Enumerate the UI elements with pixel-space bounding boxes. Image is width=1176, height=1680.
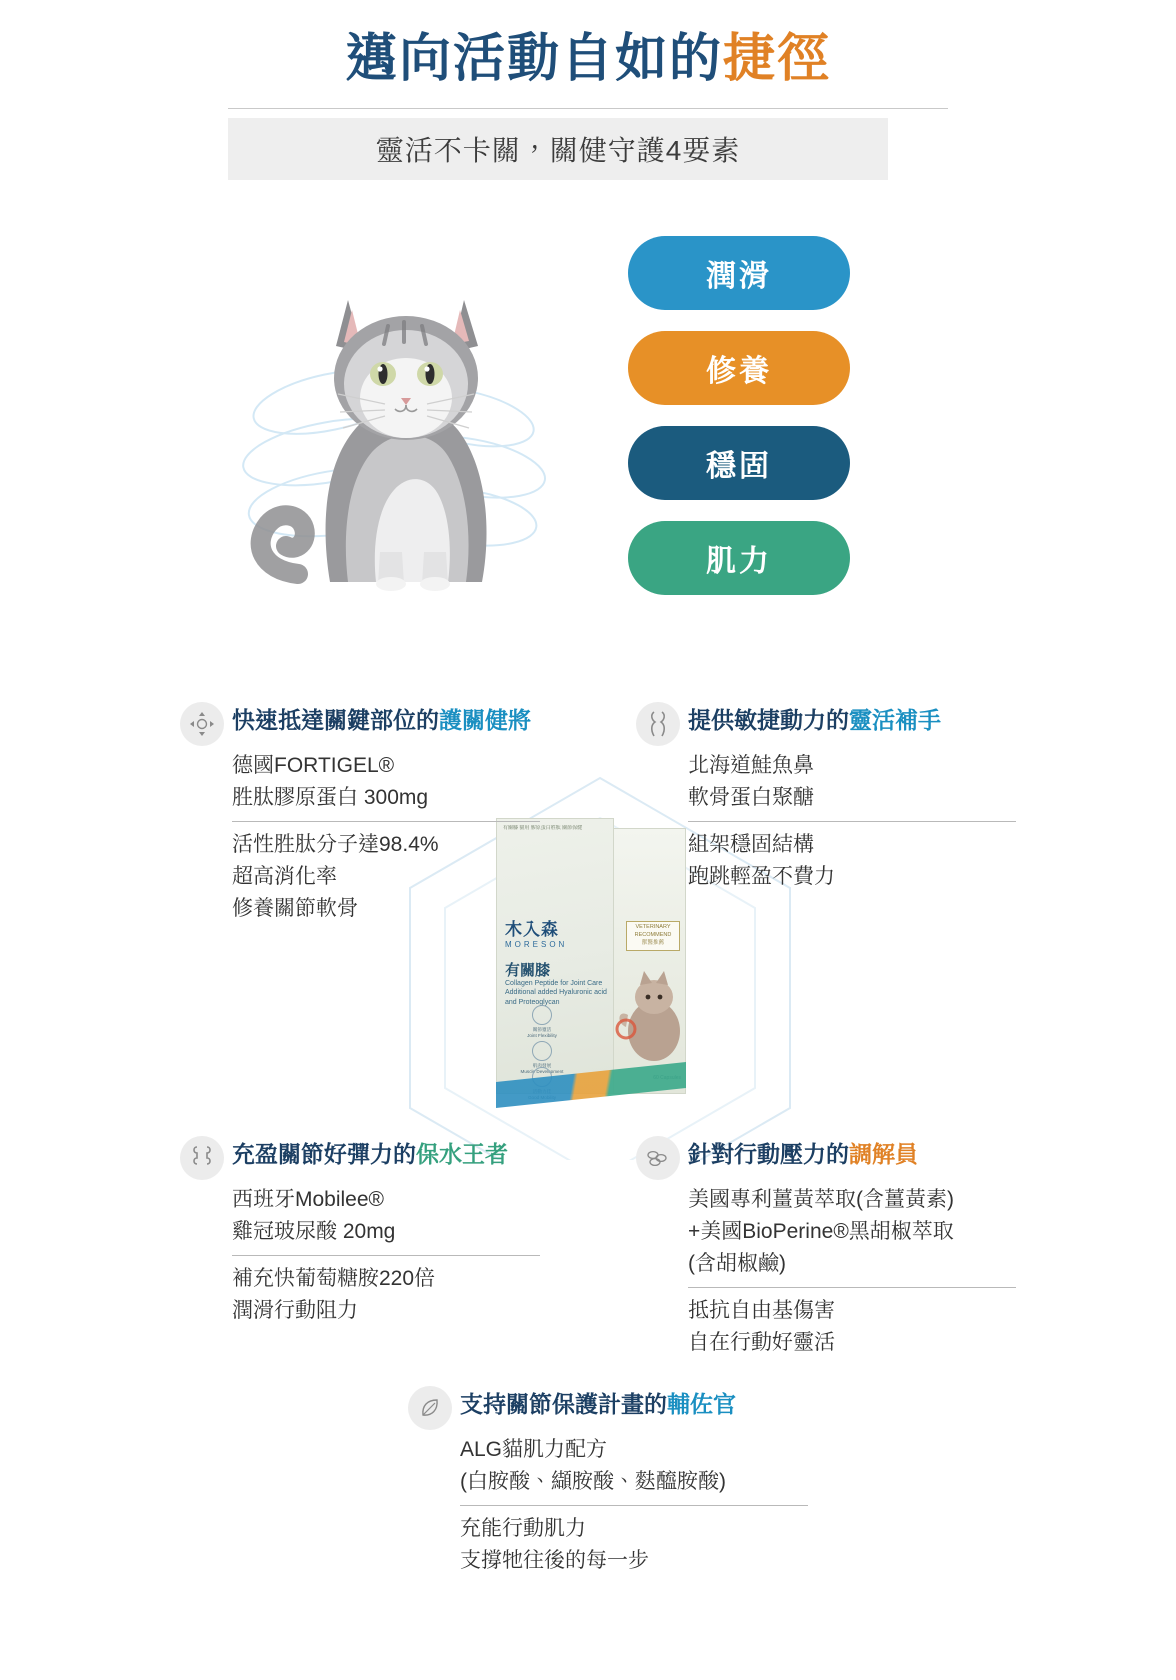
- feature-block-fortigel: [180, 706, 540, 925]
- feature-divider: [688, 821, 1016, 822]
- feature-line: 北海道鮭魚鼻: [688, 754, 814, 777]
- benefit-pill-1[interactable]: [628, 331, 850, 405]
- benefit-pill-label-0: 潤滑: [706, 260, 772, 293]
- feature-header: [636, 1140, 1016, 1180]
- feature-line: 修養關節軟骨: [232, 896, 358, 920]
- feature-header: [180, 706, 540, 746]
- feature-lines: [460, 1434, 808, 1577]
- feature-lines: [232, 750, 540, 925]
- page-title-part1: 邁向活動自如的: [344, 30, 723, 88]
- knee-joint-glyph: [646, 711, 670, 737]
- feature-line: 潤滑行動阻力: [232, 1298, 358, 1322]
- feature-line: 德國FORTIGEL®: [232, 754, 395, 777]
- feature-title-accent: 護關健將: [439, 707, 531, 733]
- feature-header: [636, 706, 1016, 746]
- feature-line: 自在行動好靈活: [688, 1330, 835, 1354]
- package-benefit-0-en: Joint Flexibility: [527, 1032, 557, 1038]
- feature-line: 超高消化率: [232, 864, 337, 888]
- feature-line: 補充快葡萄糖胺220倍: [232, 1266, 436, 1290]
- feature-lines: [688, 1184, 1016, 1359]
- feature-block-alg: [408, 1390, 808, 1577]
- feature-header: [408, 1390, 808, 1430]
- feature-divider: [232, 1255, 540, 1256]
- feature-line: 活性胜肽分子達98.4%: [232, 832, 439, 856]
- feature-title-accent: 調解員: [849, 1141, 918, 1167]
- vet-line3: 獸醫推薦: [641, 939, 664, 946]
- feature-line: 美國專利薑黃萃取(含薑黃素): [688, 1188, 954, 1211]
- benefit-pill-label-3: 肌力: [706, 545, 772, 578]
- feature-title: [232, 706, 531, 735]
- package-top-text: 有關膝 貓用 膠原蛋白胜肽 關節保健: [503, 825, 583, 831]
- feature-lines: [688, 750, 1016, 893]
- bone-joint-glyph: [190, 1145, 214, 1171]
- leaf-glyph: [418, 1396, 442, 1420]
- cat-illustration: [180, 222, 600, 622]
- product-name: 有關膝: [505, 962, 551, 979]
- package-benefit-1-en: Muscle Development: [520, 1068, 564, 1074]
- vet-line1: VETERINARY: [635, 924, 671, 930]
- turmeric-root-icon: [636, 1136, 680, 1180]
- page-title: [0, 28, 1176, 90]
- package-benefit-0: [507, 1005, 577, 1039]
- benefit-pill-3[interactable]: [628, 521, 850, 595]
- feature-divider: [460, 1505, 808, 1506]
- feature-title-accent: 保水王者: [416, 1141, 508, 1167]
- feature-line: 支撐牠往後的每一步: [460, 1548, 649, 1572]
- product-subtitle: [505, 979, 613, 1007]
- leaf-icon: [408, 1386, 452, 1430]
- benefit-pill-0[interactable]: [628, 236, 850, 310]
- feature-title-dark: 支持關節保護計畫的: [460, 1391, 667, 1417]
- muscle-development-icon: [532, 1041, 552, 1061]
- feature-line: 西班牙Mobilee®: [232, 1188, 385, 1211]
- joint-flexibility-icon: [532, 1005, 552, 1025]
- feature-title-dark: 提供敏捷動力的: [688, 707, 849, 733]
- feature-line: +美國BioPerine®黑胡椒萃取: [688, 1219, 954, 1243]
- page-title-part2: 捷徑: [723, 30, 832, 88]
- feature-block-turmeric: [636, 1140, 1016, 1359]
- feature-title: [232, 1140, 508, 1169]
- feature-lines: [232, 1184, 540, 1327]
- vet-line2: RECOMMEND: [634, 931, 672, 938]
- brand-name-cn: 木入森: [505, 920, 559, 939]
- feature-divider: [232, 821, 540, 822]
- knee-joint-icon: [636, 702, 680, 746]
- feature-line: 組架穩固結構: [688, 832, 814, 856]
- feature-line: ALG貓肌力配方: [460, 1438, 608, 1461]
- feature-title-dark: 針對行動壓力的: [688, 1141, 849, 1167]
- feature-line: 雞冠玻尿酸 20mg: [232, 1219, 396, 1243]
- feature-line: 抵抗自由基傷害: [688, 1298, 835, 1322]
- benefit-pill-label-2: 穩固: [706, 450, 772, 483]
- joint-arrows-icon: [180, 702, 224, 746]
- product-subtitle-line2: Additional added Hyaluronic acid and Proteoglycan: [505, 989, 607, 1006]
- subtitle-bar: [228, 118, 888, 180]
- feature-block-hyaluronic: [180, 1140, 540, 1327]
- package-benefit-1-cn: 肌肉發展: [532, 1063, 552, 1068]
- feature-line: 充能行動肌力: [460, 1516, 586, 1540]
- brand-name-en: MORESON: [505, 940, 568, 949]
- subtitle-text: 靈活不卡關，關健守護4要素: [375, 135, 741, 166]
- feature-block-salmon-nose: [636, 706, 1016, 893]
- feature-title: [460, 1390, 736, 1419]
- benefit-pill-list: [628, 236, 850, 616]
- feature-title-dark: 充盈關節好彈力的: [232, 1141, 416, 1167]
- feature-line: 軟骨蛋白聚醣: [688, 785, 814, 809]
- benefit-pill-2[interactable]: [628, 426, 850, 500]
- feature-line: 胜肽膠原蛋白 300mg: [232, 785, 429, 809]
- header-divider: [228, 108, 948, 109]
- benefit-pill-label-1: 修養: [706, 355, 772, 388]
- turmeric-root-glyph: [645, 1147, 671, 1169]
- feature-line: 跑跳輕盈不費力: [688, 864, 835, 888]
- bone-joint-icon: [180, 1136, 224, 1180]
- feature-line: (含胡椒鹼): [688, 1251, 786, 1275]
- feature-title-accent: 靈活補手: [849, 707, 941, 733]
- cat-photo: [180, 222, 600, 622]
- product-subtitle-line1: Collagen Peptide for Joint Care: [505, 980, 603, 987]
- feature-divider: [688, 1287, 1016, 1288]
- feature-title-dark: 快速抵達關鍵部位的: [232, 707, 439, 733]
- joint-arrows-glyph: [189, 711, 215, 737]
- package-benefit-0-cn: 關節靈活: [532, 1027, 552, 1032]
- package-cat-photo: [614, 945, 686, 1065]
- feature-title: [688, 1140, 918, 1169]
- feature-header: [180, 1140, 540, 1180]
- feature-line: (白胺酸、纈胺酸、麩醯胺酸): [460, 1469, 726, 1493]
- feature-title: [688, 706, 941, 735]
- feature-title-accent: 輔佐官: [667, 1391, 736, 1417]
